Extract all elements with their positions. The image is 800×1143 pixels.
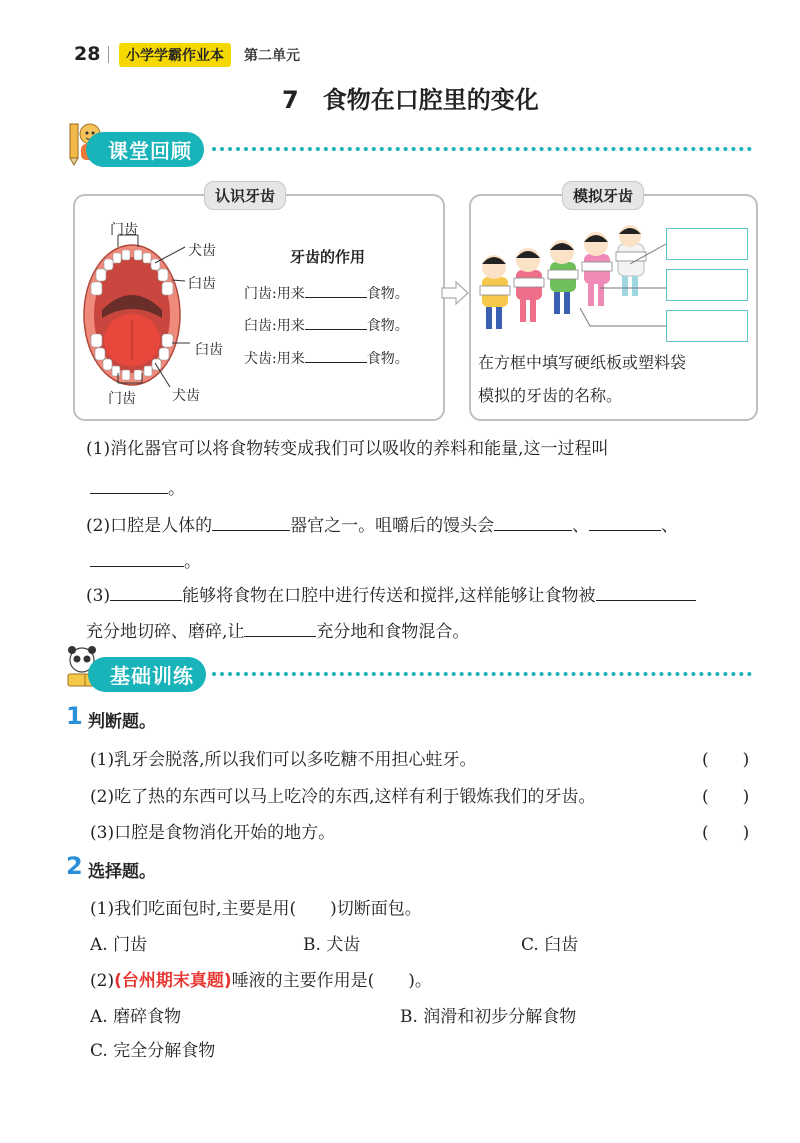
review-question-1: (1)消化器官可以将食物转变成我们可以吸收的养料和能量,这一过程叫 <box>86 439 609 459</box>
question-number: 1 <box>66 702 83 730</box>
lesson-title: 7 食物在口腔里的变化 <box>282 86 539 114</box>
judge-item-2: (2)吃了热的东西可以马上吃冷的东西,这样有利于锻炼我们的牙齿。 <box>90 787 596 807</box>
model-answer-box-2[interactable] <box>666 269 748 301</box>
review-question-1-end <box>90 474 185 499</box>
option-c[interactable]: C. 完全分解食物 <box>90 1041 216 1061</box>
function-prefix: 犬齿:用来 <box>244 351 305 367</box>
judge-answer-bracket[interactable]: ( ) <box>702 787 750 807</box>
tooth-function-row <box>244 315 409 335</box>
label-canine-top: 犬齿 <box>188 243 216 259</box>
question-text: 能够将食物在口腔中进行传送和搅拌,这样能够让食物被 <box>182 586 596 606</box>
option-b[interactable]: B. 润滑和初步分解食物 <box>400 1007 577 1027</box>
answer-blank[interactable] <box>494 529 572 531</box>
unit-label: 第二单元 <box>244 48 300 64</box>
option-a[interactable]: A. 磨碎食物 <box>90 1007 182 1027</box>
option-b[interactable]: B. 犬齿 <box>303 935 361 955</box>
model-answer-box-1[interactable] <box>666 228 748 260</box>
function-suffix: 食物。 <box>366 318 409 334</box>
punctuation: 、 <box>661 516 679 536</box>
punctuation: 。 <box>184 552 201 572</box>
label-incisor-bottom: 门齿 <box>108 391 136 407</box>
function-prefix: 臼齿:用来 <box>244 318 305 334</box>
model-answer-box-3[interactable] <box>666 310 748 342</box>
tooth-function-row <box>244 348 409 368</box>
answer-blank[interactable] <box>305 361 367 363</box>
question-number: 2 <box>66 852 83 880</box>
question-text: (2)口腔是人体的 <box>86 516 213 536</box>
review-question-2-end <box>90 547 201 572</box>
question-text: )切断面包。 <box>330 899 422 919</box>
teeth-label-pointers <box>80 225 190 405</box>
question-title: 选择题。 <box>88 862 156 882</box>
function-suffix: 食物。 <box>366 351 409 367</box>
question-text: (1)我们吃面包时,主要是用( <box>90 899 297 919</box>
tooth-function-row <box>244 283 409 303</box>
punctuation: 、 <box>572 516 590 536</box>
question-title: 判断题。 <box>88 712 156 732</box>
answer-blank[interactable] <box>305 328 367 330</box>
judge-item-1: (1)乳牙会脱落,所以我们可以多吃糖不用担心蛀牙。 <box>90 750 477 770</box>
label-canine-bottom: 犬齿 <box>172 388 200 404</box>
model-pointer-lines <box>560 238 670 338</box>
review-question-3 <box>86 581 696 606</box>
review-question-3-cont <box>86 617 469 642</box>
question-text: (2) <box>90 971 115 991</box>
answer-blank[interactable] <box>589 529 661 531</box>
question-text: 充分地和食物混合。 <box>316 622 470 642</box>
question-text: 唾液的主要作用是( <box>231 971 375 991</box>
answer-blank[interactable] <box>110 599 182 601</box>
function-suffix: 食物。 <box>366 286 409 302</box>
answer-blank[interactable] <box>244 635 316 637</box>
punctuation: 。 <box>168 479 185 499</box>
choice-question-2 <box>90 966 432 991</box>
function-prefix: 门齿:用来 <box>244 286 305 302</box>
right-arrow-icon <box>441 280 469 306</box>
section-divider <box>212 672 752 676</box>
choice-question-1 <box>90 894 422 919</box>
answer-blank[interactable] <box>305 296 367 298</box>
label-incisor-top: 门齿 <box>110 222 138 238</box>
exam-source-tag: (台州期末真题) <box>114 971 232 991</box>
judge-item-3: (3)口腔是食物消化开始的地方。 <box>90 823 336 843</box>
section-divider <box>212 147 752 151</box>
question-text: 充分地切碎、磨碎,让 <box>86 622 245 642</box>
review-question-2 <box>86 511 678 536</box>
answer-blank[interactable] <box>212 529 290 531</box>
model-box-tab: 模拟牙齿 <box>562 181 644 210</box>
section-title-review: 课堂回顾 <box>86 132 204 167</box>
label-molar-top: 臼齿 <box>188 276 216 292</box>
model-caption-line1: 在方框中填写硬纸板或塑料袋 <box>478 353 687 372</box>
teeth-box-tab: 认识牙齿 <box>204 181 286 210</box>
judge-answer-bracket[interactable]: ( ) <box>702 823 750 843</box>
header-divider <box>108 46 109 63</box>
question-text: (3) <box>86 586 111 606</box>
tooth-function-title: 牙齿的作用 <box>290 248 366 266</box>
question-text: 器官之一。咀嚼后的馒头会 <box>290 516 495 536</box>
answer-blank[interactable] <box>596 599 696 601</box>
option-c[interactable]: C. 臼齿 <box>521 935 579 955</box>
question-text: )。 <box>408 971 432 991</box>
answer-blank[interactable] <box>90 565 184 567</box>
answer-blank[interactable] <box>90 492 168 494</box>
page-number: 28 <box>74 43 101 65</box>
judge-answer-bracket[interactable]: ( ) <box>702 750 750 770</box>
label-molar-bottom: 臼齿 <box>195 342 223 358</box>
section-title-practice: 基础训练 <box>88 657 206 692</box>
model-caption-line2: 模拟的牙齿的名称。 <box>478 386 623 405</box>
book-title-badge: 小学学霸作业本 <box>119 43 231 67</box>
option-a[interactable]: A. 门齿 <box>90 935 148 955</box>
